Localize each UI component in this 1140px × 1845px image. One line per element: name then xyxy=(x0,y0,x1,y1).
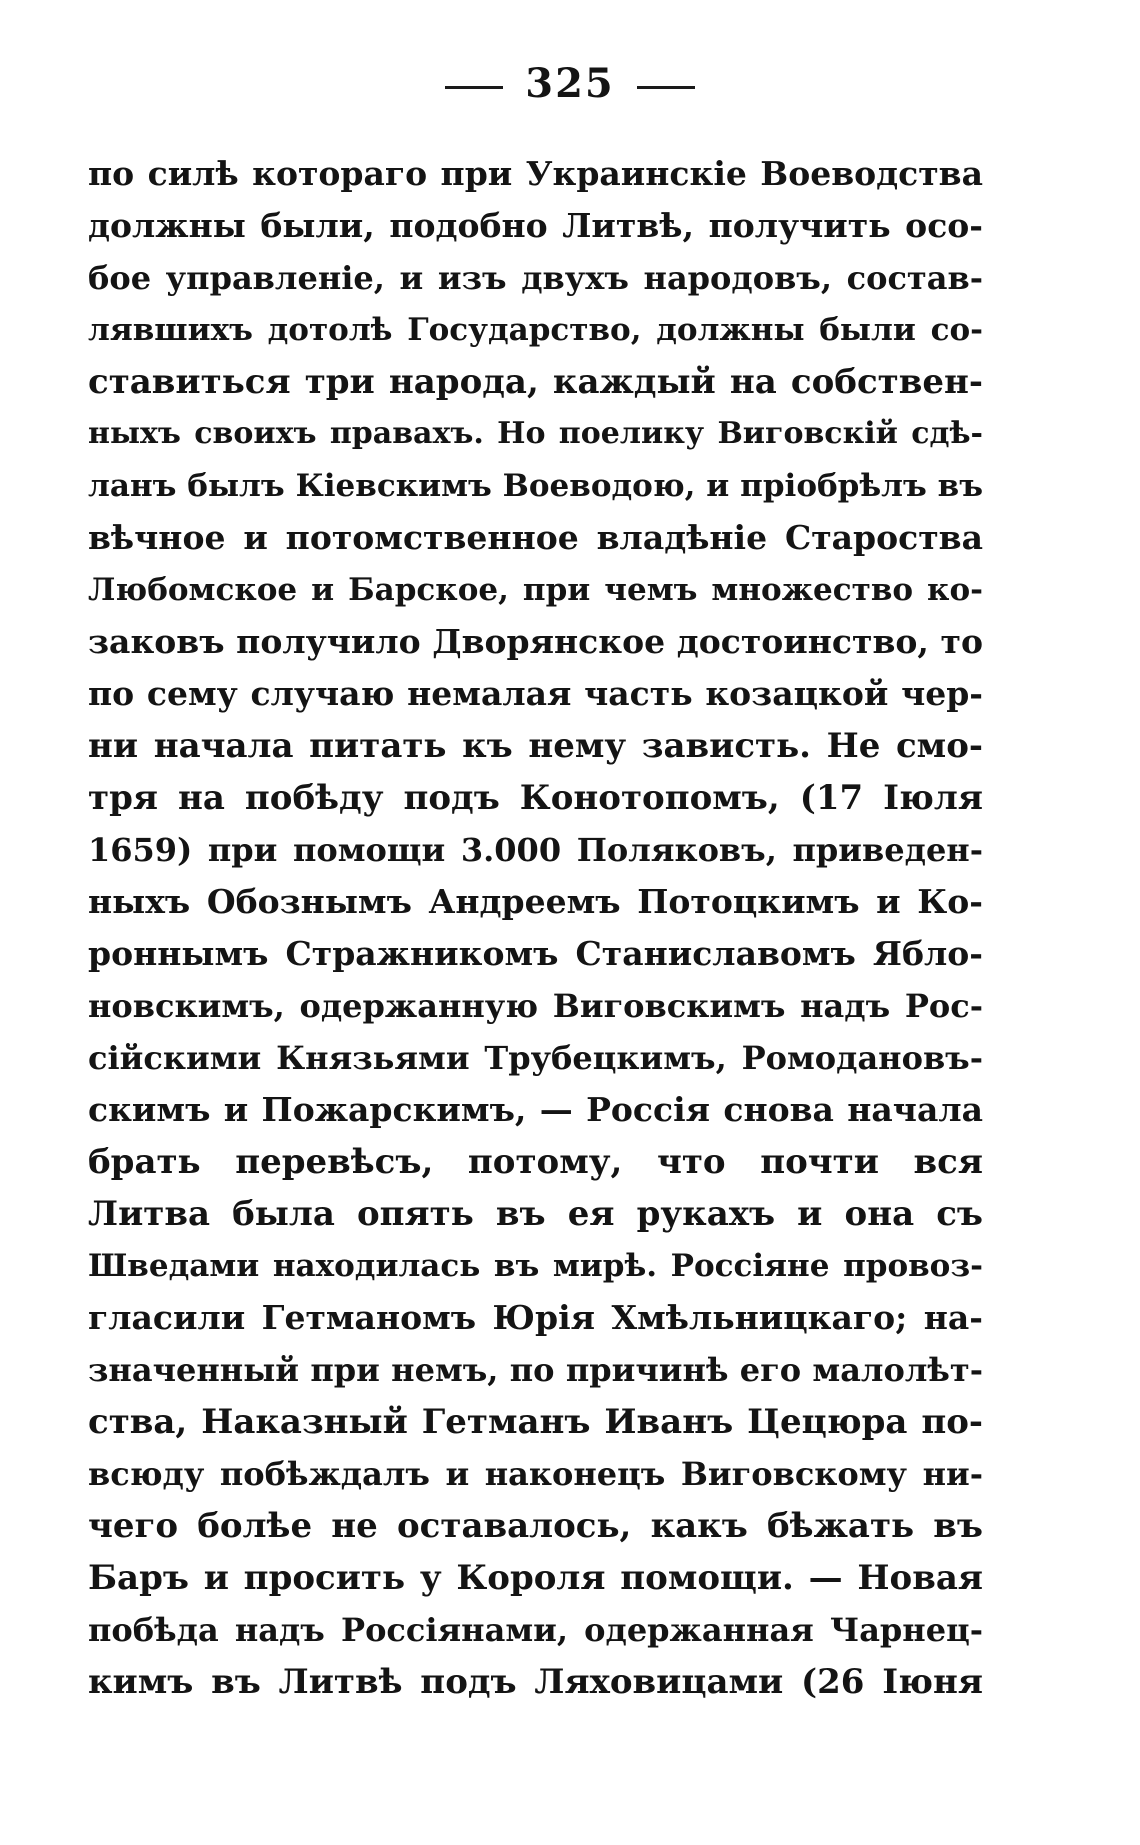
header-dash-left xyxy=(445,86,503,89)
text-line: ставиться три народа, каждый на собствен- xyxy=(88,362,983,402)
header-dash-right xyxy=(637,86,695,89)
text-line: Литва была опять въ ея рукахъ и она съ xyxy=(88,1194,983,1234)
text-line: сійскими Князьями Трубецкимъ, Ромодановъ- xyxy=(88,1039,983,1077)
text-line: заковъ получило Дворянское достоинство, то xyxy=(88,622,983,661)
text-line: ства, Наказный Гетманъ Иванъ Цецюра по- xyxy=(88,1402,983,1442)
text-line: Любомское и Барское, при чемъ множество ко- xyxy=(88,572,983,608)
text-line: тря на побѣду подъ Конотопомъ, (17 Іюля xyxy=(88,778,983,818)
text-line: роннымъ Стражникомъ Станиславомъ Ябло- xyxy=(88,934,983,973)
text-line: ни начала питать къ нему зависть. Не смо- xyxy=(88,726,983,766)
text-line: 1659) при помощи 3.000 Поляковъ, приведен- xyxy=(88,831,983,869)
text-line: побѣда надъ Россіянами, одержанная Чарнец- xyxy=(88,1611,983,1649)
text-line: ныхъ Обознымъ Андреемъ Потоцкимъ и Ко- xyxy=(88,882,983,921)
text-line: по силѣ котораго при Украинскіе Воеводства xyxy=(88,154,983,193)
text-line: кимъ въ Литвѣ подъ Ляховицами (26 Іюня xyxy=(88,1662,983,1702)
text-line: должны были, подобно Литвѣ, получить осо- xyxy=(88,206,983,245)
text-line: чего болѣе не оставалось, какъ бѣжать въ xyxy=(88,1506,983,1546)
body-text xyxy=(88,148,983,1708)
text-line: Шведами находилась въ мирѣ. Россіяне провоз- xyxy=(88,1248,983,1284)
text-line: гласили Гетманомъ Юрія Хмѣльницкаго; на- xyxy=(88,1298,983,1337)
text-line: брать перевѣсъ, потому, что почти вся xyxy=(88,1142,983,1182)
text-line: Баръ и просить у Короля помощи. — Новая xyxy=(88,1558,983,1598)
text-line: ланъ былъ Кіевскимъ Воеводою, и пріобрѣлъ въ xyxy=(88,468,983,504)
text-line: значенный при немъ, по причинѣ его малолѣт- xyxy=(88,1351,983,1389)
text-line: бое управленіе, и изъ двухъ народовъ, состав- xyxy=(88,259,983,297)
text-line: по сему случаю немалая часть козацкой чер- xyxy=(88,674,983,713)
text-line: ныхъ своихъ правахъ. Но поелику Виговскій сдѣ- xyxy=(88,416,983,451)
text-line: вѣчное и потомственное владѣніе Староства xyxy=(88,518,983,557)
text-line: всюду побѣждалъ и наконецъ Виговскому ни- xyxy=(88,1455,983,1493)
text-line: новскимъ, одержанную Виговскимъ надъ Рос- xyxy=(88,987,983,1025)
text-line: скимъ и Пожарскимъ, — Россія снова начала xyxy=(88,1090,983,1129)
page-header xyxy=(0,60,1140,107)
text-line: лявшихъ дотолѣ Государство, должны были со- xyxy=(88,312,983,348)
page-number: 325 xyxy=(525,60,615,107)
